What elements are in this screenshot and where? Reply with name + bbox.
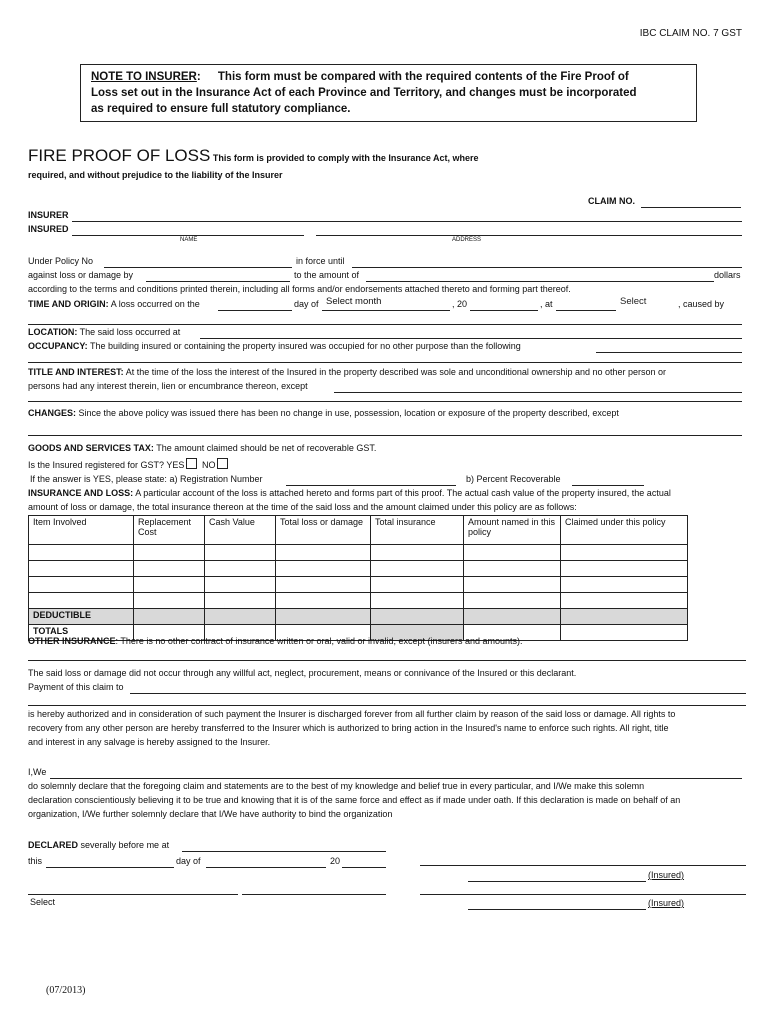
loss-by-field[interactable] [146, 270, 290, 282]
claim-no-label: CLAIM NO. [588, 196, 635, 206]
policy-no-field[interactable] [104, 256, 292, 268]
comma-20-label: , 20 [452, 299, 468, 309]
caused-by-label: , caused by [678, 299, 725, 309]
loss-day-field[interactable] [218, 299, 292, 311]
col-total-loss: Total loss or damage [276, 516, 371, 545]
day-of-label: day of [294, 299, 319, 309]
against-loss-label: against loss or damage by [28, 270, 134, 280]
declared-day-field[interactable] [46, 856, 174, 868]
gst-reg-field[interactable] [286, 474, 456, 486]
gst-percent-field[interactable] [572, 474, 644, 486]
declared-text: severally before me at [80, 840, 170, 850]
terms-text: according to the terms and conditions printed therein, including all forms and/or endorsements attached thereto and forming part thereof. [28, 284, 571, 294]
claim-table [28, 515, 688, 641]
table-row[interactable] [29, 561, 688, 577]
to-amount-label: to the amount of [294, 270, 360, 280]
declarant-field[interactable] [50, 767, 742, 779]
amount-field[interactable] [366, 270, 714, 282]
in-force-label: in force until [296, 256, 345, 266]
under-policy-label: Under Policy No [28, 256, 94, 266]
note-label: NOTE TO INSURER [91, 71, 197, 83]
name-caption: NAME [180, 237, 198, 243]
table-row[interactable] [29, 545, 688, 561]
note-text-3: as required to ensure full statutory compliance. [91, 103, 351, 115]
cause-line[interactable] [28, 324, 742, 325]
witness-line-1[interactable] [28, 894, 238, 895]
gst-if-yes: If the answer is YES, please state: [30, 474, 167, 484]
title-interest-label: TITLE AND INTEREST: [28, 367, 124, 377]
other-insurance-label: OTHER INSURANCE [28, 636, 116, 646]
insured-caption-1: (Insured) [648, 870, 685, 880]
declared-place-field[interactable] [182, 840, 386, 852]
location-text: The said loss occurred at [79, 327, 181, 337]
insured-sign-2-field[interactable] [468, 898, 646, 910]
form-title: FIRE PROOF OF LOSS [28, 146, 211, 165]
title-interest-text-2: persons had any interest therein, lien or encumbrance thereon, except [28, 381, 308, 391]
col-item-involved: Item Involved [29, 516, 134, 545]
deductible-row[interactable] [29, 609, 688, 625]
year-field[interactable] [470, 299, 538, 311]
insurance-loss-text-2: amount of loss or damage, the total insurance thereon at the time of the said loss and the amount claimed under this policy are as follows: [28, 502, 577, 512]
payment-field[interactable] [130, 682, 746, 694]
authorized-line-3: and interest in any salvage is hereby assigned to the Insurer. [28, 737, 271, 747]
day-of-label-2: day of [176, 856, 201, 866]
declared-month-field[interactable] [206, 856, 326, 868]
signature-line-1[interactable] [420, 865, 746, 866]
gst-no-label: NO [201, 460, 216, 470]
subtitle-part2: required, and without prejudice to the liability of the Insurer [28, 170, 283, 180]
address-caption: ADDRESS [452, 237, 482, 243]
form-id: IBC CLAIM NO. 7 GST [639, 28, 742, 39]
changes-label: CHANGES: [28, 408, 77, 418]
col-total-insurance: Total insurance [371, 516, 464, 545]
table-row[interactable] [29, 577, 688, 593]
declared-year-field[interactable] [342, 856, 386, 868]
iwe-label: I,We [28, 767, 47, 777]
insurance-loss-text-1: A particular account of the loss is attached hereto and forms part of this proof. The actual cash value of the property insured, the actual [135, 488, 671, 498]
insurer-label: INSURER [28, 210, 69, 220]
insurer-field[interactable] [72, 210, 742, 222]
declare-line-2: declaration conscientiously believing it to be true and knowing that it is of the same force and effect as if made under oath. If this declaration is made on behalf of an [28, 795, 681, 805]
table-row[interactable] [29, 593, 688, 609]
insured-name-field[interactable] [72, 224, 304, 236]
declare-line-3: organization, I/We further solemnly declare that I/We have authority to bind the organization [28, 809, 393, 819]
note-box [80, 64, 697, 122]
time-origin-text: A loss occurred on the [110, 299, 200, 309]
gst-text: The amount claimed should be net of recoverable GST. [156, 443, 377, 453]
gst-yes-label: YES [166, 460, 185, 470]
authorized-line-1: is hereby authorized and in consideration of such payment the Insurer is discharged forever from all further claim by reason of the said loss or damage. All rights to [28, 709, 676, 719]
month-select[interactable] [322, 296, 450, 311]
col-replacement-cost: Replacement Cost [134, 516, 205, 545]
time-select-value: Select [620, 296, 647, 307]
other-insurance-line[interactable] [28, 660, 746, 661]
gst-question: Is the Insured registered for GST? [28, 460, 165, 470]
signature-line-2[interactable] [420, 894, 746, 895]
gst-no-checkbox[interactable] [217, 458, 228, 469]
col-amount-named: Amount named in this policy [464, 516, 561, 545]
dollars-label: dollars [714, 270, 741, 280]
insured-address-field[interactable] [316, 224, 742, 236]
note-text-1: This form must be compared with the required contents of the Fire Proof of [217, 71, 629, 83]
subtitle-part1: This form is provided to comply with the Insurance Act, where [212, 153, 479, 163]
gst-yes-checkbox[interactable] [186, 458, 197, 469]
interest-except-field[interactable] [334, 381, 742, 393]
insurance-loss-label: INSURANCE AND LOSS: [28, 488, 134, 498]
no-willful-text: The said loss or damage did not occur through any willful act, neglect, procurement, means or connivance of the Insured or this declarant. [28, 668, 577, 678]
claim-no-field[interactable] [641, 196, 741, 208]
occupancy-line[interactable] [28, 362, 742, 363]
occupancy-label: OCCUPANCY: [28, 341, 88, 351]
time-field[interactable] [556, 299, 616, 311]
title-interest-text-1: At the time of the loss the interest of the Insured in the property described was sole and unconditional ownership and no other person or [125, 367, 667, 377]
twenty-label: 20 [330, 856, 341, 866]
witness-line-2[interactable] [242, 894, 386, 895]
changes-text: Since the above policy was issued there has been no change in use, possession, location or exposure of the property described, except [78, 408, 619, 418]
col-cash-value: Cash Value [205, 516, 276, 545]
location-field[interactable] [200, 327, 742, 339]
occupancy-text: The building insured or containing the property insured was occupied for no other purpose than the following [90, 341, 521, 351]
insured-sign-1-field[interactable] [468, 870, 646, 882]
note-text-2: Loss set out in the Insurance Act of each Province and Territory, and changes must be incorporated [91, 87, 637, 99]
gst-label: GOODS AND SERVICES TAX: [28, 443, 154, 453]
interest-line[interactable] [28, 401, 742, 402]
insured-label: INSURED [28, 224, 69, 234]
location-label: LOCATION: [28, 327, 78, 337]
insured-caption-2: (Insured) [648, 898, 685, 908]
this-label: this [28, 856, 43, 866]
authorized-line-2: recovery from any other person are hereby transferred to the Insurer which is authorized to bring action in the Insured's name to enforce such rights. All right, title [28, 723, 669, 733]
declare-line-1: do solemnly declare that the foregoing claim and statements are to the best of my knowledge and belief true in every particular, and I/We make this solemn [28, 781, 645, 791]
deductible-label: DEDUCTIBLE [29, 609, 134, 625]
payment-line[interactable] [28, 705, 746, 706]
at-label: , at [540, 299, 553, 309]
gst-percent-label: b) Percent Recoverable [466, 474, 561, 484]
declared-label: DECLARED [28, 840, 79, 850]
occupancy-field[interactable] [596, 341, 742, 353]
totals-label: TOTALS [29, 625, 134, 641]
table-header-row [29, 516, 688, 545]
commissioner-select[interactable]: Select [30, 897, 56, 907]
note-colon: : [196, 71, 201, 83]
changes-line[interactable] [28, 435, 742, 436]
time-select[interactable] [620, 296, 678, 309]
col-claimed: Claimed under this policy [561, 516, 688, 545]
month-select-value: Select month [326, 296, 382, 307]
payment-label: Payment of this claim to [28, 682, 124, 692]
time-origin-label: TIME AND ORIGIN: [28, 299, 109, 309]
gst-reg-label: a) Registration Number [169, 474, 263, 484]
other-insurance-text: : There is no other contract of insurance written or oral, valid or invalid, except (insurers and amounts). [115, 636, 523, 646]
in-force-field[interactable] [352, 256, 742, 268]
revision-date: (07/2013) [46, 985, 86, 996]
